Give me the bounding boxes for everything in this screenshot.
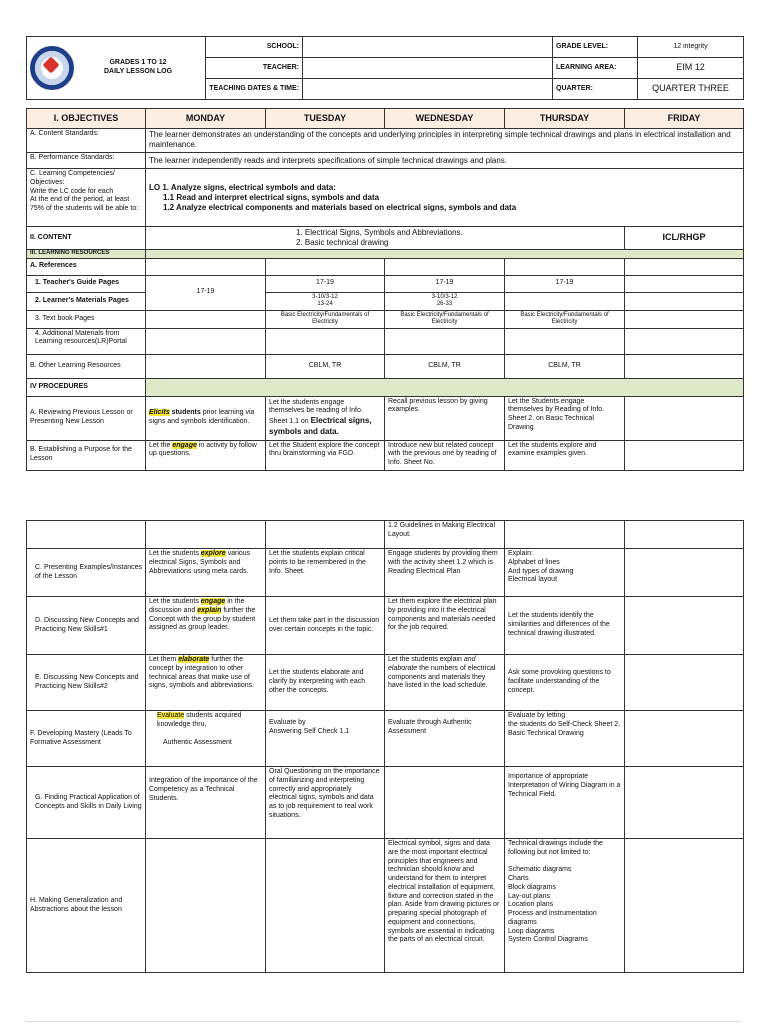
grade-level-value: 12 integrity	[638, 37, 744, 58]
empty-cell	[625, 597, 744, 655]
other-resources-label: B. Other Learning Resources	[27, 354, 146, 378]
teacher-label: TEACHER:	[206, 58, 303, 79]
content-standards-value: The learner demonstrates an understanding of the concepts and underlying principles in interpreting simple technical drawings and plans in electrical installation and maintenance.	[146, 129, 744, 153]
highlight-text: explore	[200, 550, 226, 557]
text-span: prior learning via signs and symbols identification.	[149, 409, 255, 425]
text-span: elaborate	[388, 664, 418, 672]
text-span: Let the students explain	[388, 656, 464, 663]
procedures-heading: IV PROCEDURES	[27, 378, 146, 396]
procedure-e-label: E. Discussing New Concepts and Practicing New Skills#2	[27, 655, 146, 711]
procedure-g-monday: Integration of the importance of the Competency as a Technical Students.	[146, 767, 266, 839]
resources-heading: III. LEARNING RESOURCES	[27, 250, 146, 259]
procedure-e-monday	[146, 655, 266, 711]
empty-cell	[625, 839, 744, 973]
learners-materials-label: 2. Learner's Materials Pages	[27, 292, 146, 310]
procedure-h-thursday: Technical drawings include the following but not limited to: Schematic diagrams Charts Block diagrams Lay-out plans Location plans Process and instrumentation diagrams Loop diagrams System Control Diagrams	[505, 839, 625, 973]
empty-cell	[146, 310, 266, 328]
empty-cell	[625, 655, 744, 711]
teaching-dates-label: TEACHING DATES & TIME:	[206, 79, 303, 100]
procedure-f-monday	[146, 711, 266, 767]
content-item-1: 1. Electrical Signs, Symbols and Abbreviations.	[296, 228, 463, 237]
textbook-wednesday: Basic Electricity/Fundamentals of Electricity	[385, 310, 505, 328]
competencies-label: C. Learning Competencies/ Objectives: Write the LC code for each At the end of the period, at least 75% of the students will be able to:	[27, 169, 146, 227]
procedure-d-label: D. Discussing New Concepts and Practicing New Skills#1	[27, 597, 146, 655]
procedure-f-monday-line2: Authentic Assessment	[163, 738, 232, 746]
deped-seal-logo	[30, 46, 74, 90]
highlight-text: elaborate	[178, 656, 210, 663]
empty-cell	[625, 549, 744, 597]
content-item-2: 2. Basic technical drawing	[296, 238, 389, 247]
lo-line-2: 1.1 Read and interpret electrical signs, symbols and data	[163, 192, 380, 202]
textbook-thursday: Basic Electricity/Fundamentals of Electricity	[505, 310, 625, 328]
teacher-value	[303, 58, 553, 79]
school-value	[303, 37, 553, 58]
empty-cell	[625, 711, 744, 767]
procedure-d-thursday: Let the students identify the similarities and differences of the technical drawing illustrated.	[505, 597, 625, 655]
text-span: Let the students	[149, 550, 201, 557]
procedure-g-tuesday: Oral Questioning on the importance of familiarizing and interpreting correctly and appropriately electrical signs, symbols and data as to job requirement to real work situations.	[266, 767, 385, 839]
procedure-e-wednesday	[385, 655, 505, 711]
procedure-c-wednesday: Engage students by providing them with the activity sheet 1.2 which is Reading Electrical Plan	[385, 549, 505, 597]
day-wednesday: WEDNESDAY	[385, 109, 505, 129]
procedure-c-label: C. Presenting Examples/Instances of the Lesson	[27, 549, 146, 597]
text-span: and	[463, 656, 476, 663]
empty-cell	[625, 521, 744, 549]
materials-pages-tuesday: 3-10/3-12 13-24	[266, 292, 385, 310]
teachers-guide-label: 1. Teacher's Guide Pages	[27, 275, 146, 292]
empty-cell	[625, 440, 744, 470]
other-resources-tuesday: CBLM, TR	[266, 354, 385, 378]
day-friday: FRIDAY	[625, 109, 744, 129]
content-standards-label: A. Content Standards:	[27, 129, 146, 153]
content-label: II. CONTENT	[27, 227, 146, 250]
school-label: SCHOOL:	[206, 37, 303, 58]
procedure-e-thursday: Ask some provoking questions to facilitate understanding of the concept.	[505, 655, 625, 711]
lo-line-1: LO 1. Analyze signs, electrical symbols and data:	[149, 182, 336, 192]
header-title-cell	[27, 37, 206, 100]
empty-cell	[505, 328, 625, 354]
empty-cell	[505, 258, 625, 275]
text-span: the numbers of electrical components and materials they have listed in the load schedule.	[388, 664, 496, 690]
procedure-a-monday	[146, 396, 266, 440]
content-code: ICL/RHGP	[625, 227, 744, 250]
empty-cell	[27, 521, 146, 549]
learning-area-value: EIM 12	[638, 58, 744, 79]
empty-cell	[146, 521, 266, 549]
header-table	[26, 36, 744, 100]
procedure-h-wednesday: Electrical symbol, signs and data are the most important electrical principles that engineers and technician should know and understand for them to interpret electrical installation of equipment, fixture and correction stated in the plan. Aside from drawing pictures or preparing special photograph of equipment and connections, symbols are essential in indicating the parts of an electrical circuit.	[385, 839, 505, 973]
empty-cell	[146, 839, 266, 973]
empty-cell	[625, 328, 744, 354]
guide-pages-thursday: 17-19	[505, 275, 625, 292]
other-resources-thursday: CBLM, TR	[505, 354, 625, 378]
procedure-g-thursday: Importance of appropriate Interpretation of Wiring Diagram in a Technical Field.	[505, 767, 625, 839]
empty-cell	[385, 258, 505, 275]
procedure-c-tuesday: Let the students explain critical points to be remembered in the Info. Sheet.	[266, 549, 385, 597]
doc-title-line1: GRADES 1 TO 12	[109, 59, 167, 67]
lesson-table-page1	[26, 108, 744, 471]
procedure-g-label: G. Finding Practical Application of Concepts and Skills in Daily Living	[27, 767, 146, 839]
teaching-dates-value	[303, 79, 553, 100]
empty-cell	[625, 396, 744, 440]
highlight-text: engage	[200, 598, 226, 605]
procedure-b-wednesday: Introduce new but related concept with the previous one by reading of Info. Sheet No.	[385, 440, 505, 470]
highlight-text: explain	[197, 606, 222, 614]
text-span: further the Concept with the group.by student assigned as group leader.	[149, 606, 256, 632]
text-span: Let them	[149, 656, 179, 663]
procedure-f-thursday: Evaluate by letting the students do Self-Check Sheet 2. Basic Technical Drawing	[505, 711, 625, 767]
empty-cell	[266, 258, 385, 275]
procedure-a-tuesday	[266, 396, 385, 440]
empty-cell	[505, 521, 625, 549]
procedure-e-tuesday: Let the students elaborate and clarify by interpreting with each other the concepts.	[266, 655, 385, 711]
text-span: Let the students engage themselves be reading of Info. Sheet 1.1 on	[269, 398, 363, 425]
performance-standards-label: B. Performance Standards:	[27, 153, 146, 169]
day-monday: MONDAY	[146, 109, 266, 129]
empty-cell	[266, 839, 385, 973]
empty-cell	[625, 767, 744, 839]
highlight-text: Elicits	[149, 409, 170, 417]
day-thursday: THURSDAY	[505, 109, 625, 129]
empty-cell	[625, 275, 744, 292]
textbook-tuesday: Basic Electricity/Fundamentals of Electricity	[266, 310, 385, 328]
text-span: Let the students	[149, 598, 201, 605]
empty-cell	[625, 258, 744, 275]
highlight-text: engage	[172, 441, 197, 449]
procedure-h-label: H. Making Generalization and Abstractions about the lesson	[27, 839, 146, 973]
procedure-f-wednesday: Evaluate through Authentic Assessment	[385, 711, 505, 767]
procedure-f-tuesday: Evaluate by Answering Self Check 1.1	[266, 711, 385, 767]
quarter-value: QUARTER THREE	[638, 79, 744, 100]
empty-cell	[146, 258, 266, 275]
procedure-d-wednesday: Let them explore the electrical plan by providing into it the electrical components and materials needed for the job required.	[385, 597, 505, 655]
other-resources-wednesday: CBLM, TR	[385, 354, 505, 378]
guide-pages-tuesday: 17-19	[266, 275, 385, 292]
objectives-heading: I. OBJECTIVES	[27, 109, 146, 129]
procedure-b-thursday: Let the students explore and examine examples given.	[505, 440, 625, 470]
day-tuesday: TUESDAY	[266, 109, 385, 129]
learning-area-label: LEARNING AREA:	[553, 58, 638, 79]
empty-cell	[146, 354, 266, 378]
procedure-b-tuesday: Let the Student explore the concept thru brainstorming via FGD.	[266, 440, 385, 470]
highlight-text: Evaluate	[157, 712, 185, 719]
text-span: various electrical Signs, Symbols and Abbreviations using meta cards.	[149, 550, 251, 575]
procedure-b-wednesday-cont: 1.2 Guidelines in Making Electrical Layout.	[385, 521, 505, 549]
procedures-heading-fill	[146, 378, 744, 396]
procedure-f-monday-line1	[149, 712, 262, 730]
quarter-label: QUARTER:	[553, 79, 638, 100]
competencies-value	[146, 169, 744, 227]
procedure-f-label: F. Developing Mastery (Leads To Formative Assessment	[27, 711, 146, 767]
empty-cell	[505, 292, 625, 310]
text-span: students acquired knowledge thru,	[157, 712, 242, 728]
content-items	[146, 227, 625, 250]
text-span: Let the	[149, 441, 173, 449]
procedure-d-tuesday: Let them take part in the discussion over certain concepts in the topic.	[266, 597, 385, 655]
text-span: Electrical signs, symbols and data.	[269, 416, 372, 436]
empty-cell	[625, 354, 744, 378]
procedure-a-wednesday: Recall previous lesson by giving examples.	[385, 396, 505, 440]
empty-cell	[146, 328, 266, 354]
lo-line-3: 1.2 Analyze electrical components and materials based on electrical signs, symbols and data	[163, 202, 517, 212]
additional-materials-label: 4. Additional Materials from Learning resources(LR)Portal	[27, 328, 146, 354]
lesson-table-page2	[26, 520, 744, 973]
text-span: students	[169, 409, 201, 417]
grade-level-label: GRADE LEVEL:	[553, 37, 638, 58]
procedure-a-thursday: Let the Students engage themselves by Reading of Info. Sheet 2. on Basic Technical Drawing	[505, 396, 625, 440]
empty-cell	[266, 521, 385, 549]
text-span: in activity by follow up questions.	[149, 441, 257, 458]
materials-pages-wednesday: 3-10/3-12 26-33	[385, 292, 505, 310]
empty-cell	[625, 292, 744, 310]
textbook-label: 3. Text book Pages	[27, 310, 146, 328]
page-divider	[26, 1021, 741, 1022]
procedure-c-monday	[146, 549, 266, 597]
doc-title-line2: DAILY LESSON LOG	[103, 68, 173, 75]
procedure-a-label: A. Reviewing Previous Lesson or Presenting New Lesson	[27, 396, 146, 440]
text-span: in the discussion and	[149, 598, 245, 614]
empty-cell	[385, 328, 505, 354]
empty-cell	[266, 328, 385, 354]
performance-standards-value: The learner independently reads and interprets specifications of simple technical drawings and plans.	[146, 153, 744, 169]
procedure-c-thursday: Explain: Alphabet of lines And types of drawing Electrical layout	[505, 549, 625, 597]
references-label: A. References	[27, 258, 146, 275]
procedure-b-monday	[146, 440, 266, 470]
procedure-b-label: B. Establishing a Purpose for the Lesson	[27, 440, 146, 470]
guide-pages-wednesday: 17-19	[385, 275, 505, 292]
procedure-d-monday	[146, 597, 266, 655]
empty-cell	[385, 767, 505, 839]
empty-cell	[625, 310, 744, 328]
resources-heading-fill	[146, 250, 744, 259]
text-span: further the concept by integration to other technical areas that make use of signs, symbols and abbreviations.	[149, 656, 255, 690]
guide-pages-monday: 17-19	[146, 275, 266, 310]
